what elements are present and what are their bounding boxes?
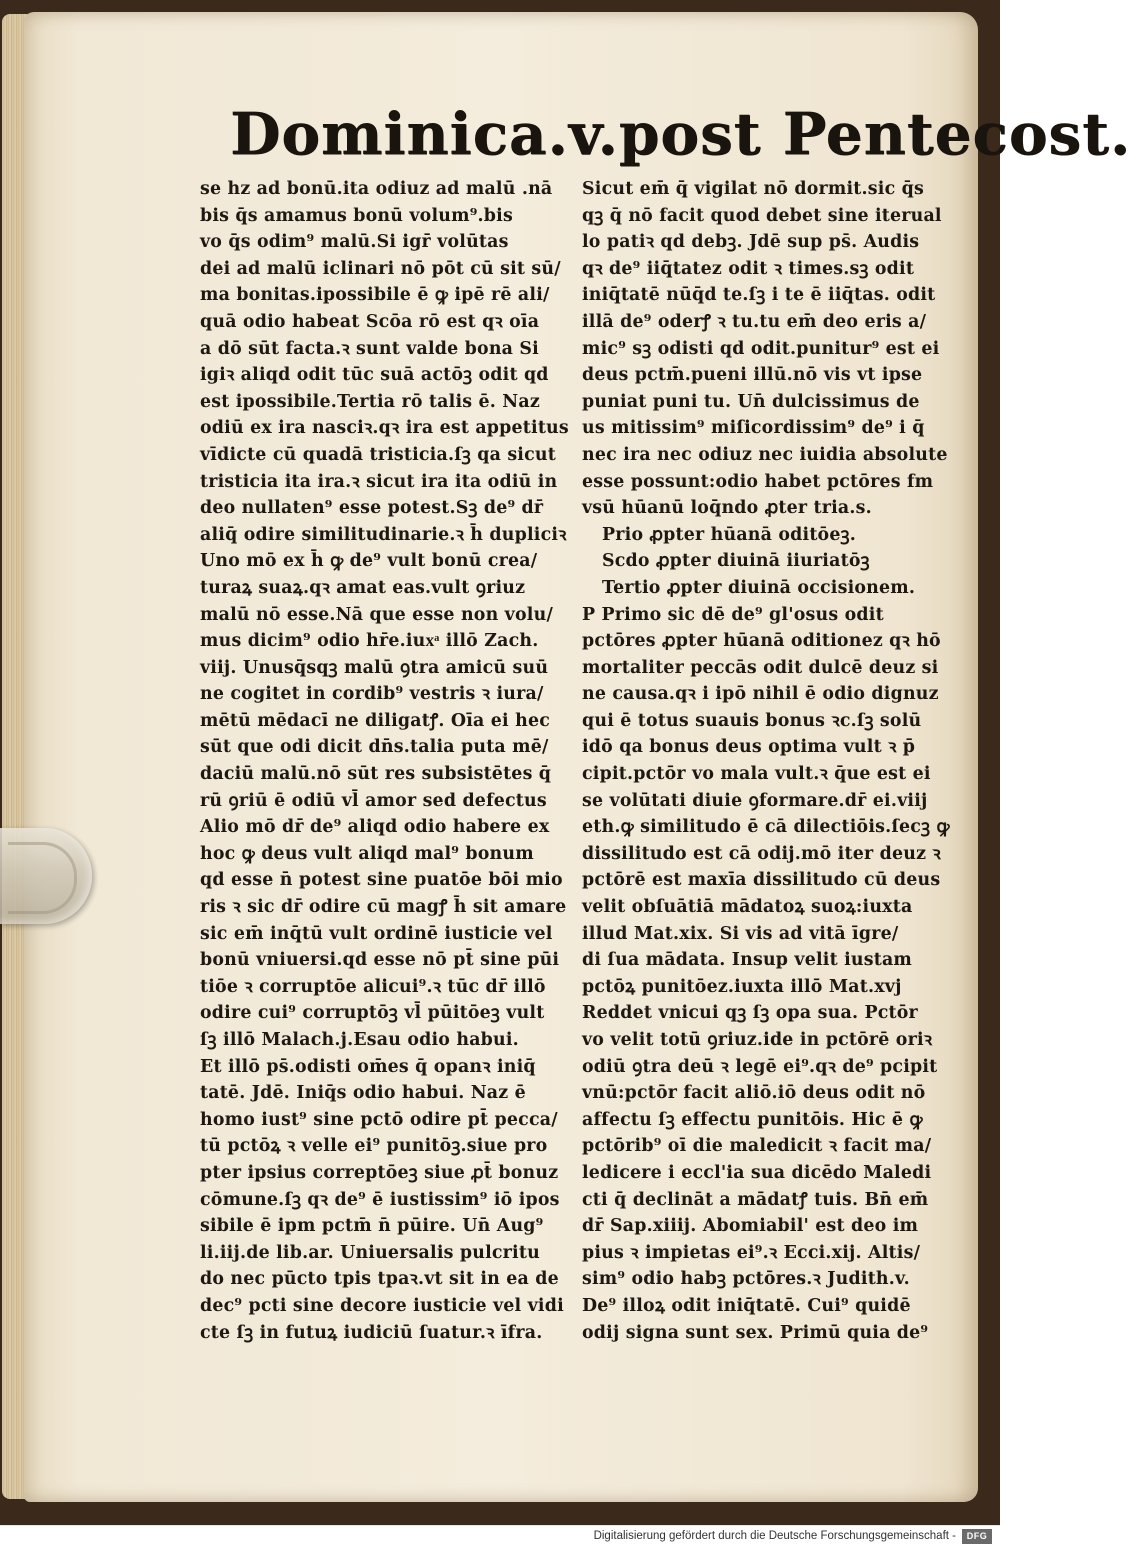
text-line: illā de⁹ oderꝭ ꝛ tu.tu em̄ deo eris a/ xyxy=(582,311,927,332)
text-line: viij. Unusq̄sqꝫ malū ꝯtra amicū suū xyxy=(200,657,549,678)
text-line: se volūtati diuie ꝯformare.dr̄ ei.viij xyxy=(582,790,928,811)
text-line: vo q̄s odim⁹ malū.Si igr̄ volūtas xyxy=(200,232,509,253)
text-line: tū pctōꝝ ꝛ velle ei⁹ punitōꝫ.siue pro xyxy=(200,1136,548,1157)
text-line: ſꝫ illō Malach.j.Esau odio habui. xyxy=(200,1030,519,1050)
text-line: li.iij.de lib.ar. Uniuersalis pulcritu xyxy=(200,1242,540,1263)
text-line: ma bonitas.ipossibile ē ꝙ ipē rē ali/ xyxy=(200,285,550,306)
text-line: pctōrē est maxīa dissilitudo cū deus xyxy=(582,870,941,891)
text-line: qd esse n̄ potest sine puatōe bōi mio xyxy=(200,870,563,891)
text-line: di ſua mādata. Insup velit iustam xyxy=(582,950,913,971)
text-line: Et illō ps̄.odisti om̄es q̄ opanꝛ iniq̄ xyxy=(200,1056,536,1077)
text-line: dissilitudo est cā odij.mō iter deuz ꝛ xyxy=(582,843,941,864)
text-line: ledicere i eccl'ia sua dicēdo Maledi xyxy=(582,1162,932,1183)
text-line: esse possunt:odio habet pctōres fm xyxy=(582,471,934,492)
text-line: est ipossibile.Tertia rō talis ē. Naz xyxy=(200,391,540,412)
footer-bar xyxy=(0,1525,1000,1548)
text-line: pctōres ꝓpter hūanā oditionez qꝛ hō xyxy=(582,631,941,652)
text-line: odij signa sunt sex. Primū quia de⁹ xyxy=(582,1322,929,1343)
text-line: Uno mō ex h̄ ꝙ de⁹ vult bonū crea/ xyxy=(200,551,538,572)
page-headline: Dominica.v.post Pentecost. xyxy=(230,100,1131,168)
text-line: dec⁹ pcti sine decore iusticie vel vidi xyxy=(200,1295,564,1316)
text-line: sibile ē ipm pctm̄ n̄ pūire. Un̄ Aug⁹ xyxy=(200,1216,544,1237)
text-line: iniq̄tatē nūq̄d te.ſꝫ i te ē iiq̄tas. odit xyxy=(582,285,936,306)
text-line: se hz ad bonū.ita odiuz ad malū .nā xyxy=(200,179,553,199)
text-line: velit obſuātiā mādatoꝝ suoꝝ:iuxta xyxy=(582,897,913,918)
text-line: mortaliter peccās odit dulcē deuz si xyxy=(582,657,939,678)
text-line: us mitissim⁹ miſicordissim⁹ de⁹ i q̄ xyxy=(582,418,925,439)
text-line: cte ſꝫ in futuꝝ iudiciū ſuatur.ꝛ īfra. xyxy=(200,1322,543,1343)
text-line: ne cogitet in cordib⁹ vestris ꝛ iura/ xyxy=(200,684,544,705)
text-line: odire cui⁹ corruptōꝫ vl̄ pūitōeꝫ vult xyxy=(200,1003,545,1024)
text-line: tatē. Jdē. Iniq̄s odio habui. Naz ē xyxy=(200,1083,526,1104)
text-line: cipit.pctōr vo mala vult.ꝛ q̄ue est ei xyxy=(582,764,931,785)
funding-credit: Digitalisierung gefördert durch die Deutsche Forschungsgemeinschaft - xyxy=(593,1530,956,1542)
text-line: mētū mēdacī ne diligatꝭ. Oīa ei hec xyxy=(200,710,550,731)
text-line: vsū hūanū loq̄ndo ꝓter tria.s. xyxy=(582,498,872,519)
text-line: sim⁹ odio habꝫ pctōres.ꝛ Judith.v. xyxy=(582,1269,910,1290)
text-line: vnū:pctōr facit aliō.iō deus odit nō xyxy=(582,1083,926,1104)
dfg-logo: DFG xyxy=(962,1529,992,1544)
text-line: sic em̄ inq̄tū vult ordinē iusticie vel xyxy=(200,923,553,944)
text-line: idō qa bonus deus optima vult ꝛ p̄ xyxy=(582,737,916,758)
page-clip xyxy=(0,828,92,924)
text-line: tiōe ꝛ corruptōe alicui⁹.ꝛ tūc dr̄ illō xyxy=(200,976,546,997)
text-line: ris ꝛ sic dr̄ odire cū magꝭ h̄ sit amare xyxy=(200,897,567,918)
text-line: homo iust⁹ sine pctō odire pt̄ pecca/ xyxy=(200,1109,558,1130)
text-line: illud Mat.xix. Si vis ad vitā īgre/ xyxy=(582,923,899,944)
text-line: eth.ꝙ similitudo ē cā dilectiōis.ſecꝫ ꝙ xyxy=(582,817,950,838)
text-line: igiꝛ aliqd odit tūc suā actōꝫ odit qd xyxy=(200,365,549,386)
text-line: qꝛ de⁹ iiq̄tatez odit ꝛ times.sꝫ odit xyxy=(582,258,915,279)
text-line: cōmune.ſꝫ qꝛ de⁹ ē iustissim⁹ iō ipos xyxy=(200,1189,560,1210)
text-line: deus pctm̄.pueni illū.nō vis vt ipse xyxy=(582,365,923,386)
text-line: a dō sūt facta.ꝛ sunt valde bona Si xyxy=(200,338,539,359)
text-line: dei ad malū iclinari nō pōt cū sit sū/ xyxy=(200,258,561,279)
text-line: pius ꝛ impietas ei⁹.ꝛ Ecci.xij. Altis/ xyxy=(582,1242,921,1263)
text-line: bonū vniuersi.qd esse nō pt̄ sine pūi xyxy=(200,950,560,971)
text-column-left xyxy=(200,176,582,1346)
text-line: qui ē totus suauis bonus ꝛc.ſꝫ solū xyxy=(582,710,922,731)
text-line: hoc ꝙ deus vult aliqd mal⁹ bonum xyxy=(200,843,534,864)
text-line: cti q̄ declināt a mādatꝭ tuis. Bn̄ em̄ xyxy=(582,1189,929,1210)
text-line: daciū malū.nō sūt res subsistētes q̄ xyxy=(200,764,552,785)
text-line: P Primo sic dē de⁹ gl'osus odit xyxy=(582,604,884,625)
text-line: odiū ex ira nasciꝛ.qꝛ ira est appetitus xyxy=(200,418,569,439)
text-line: do nec pūcto tpis tpaꝛ.vt sit in ea de xyxy=(200,1269,559,1290)
text-line: Tertio ꝓpter diuinā occisionem. xyxy=(602,577,916,598)
text-line: turaꝝ suaꝝ.qꝛ amat eas.vult ꝯriuz xyxy=(200,577,526,598)
text-line: deo nullaten⁹ esse potest.Sꝫ de⁹ dr̄ xyxy=(200,498,544,519)
text-line: pter ipsius correptōeꝫ siue ꝓt̄ bonuz xyxy=(200,1162,559,1183)
text-line: qꝫ q̄ nō facit quod debet sine iterual xyxy=(582,205,942,226)
text-line: dr̄ Sap.xiiij. Abomiabil' est deo im xyxy=(582,1216,919,1237)
text-line: ne causa.qꝛ i ipō nihil ē odio dignuz xyxy=(582,684,939,705)
text-line: sūt que odi dicit dn̄s.talia puta mē/ xyxy=(200,737,549,758)
text-line: Reddet vnicui qꝫ ſꝫ opa sua. Pctōr xyxy=(582,1003,918,1024)
text-line: Alio mō dr̄ de⁹ aliqd odio habere ex xyxy=(200,817,550,838)
text-line: aliq̄ odire similitudinarie.ꝛ h̄ dupliciꝛ xyxy=(200,524,567,545)
text-line: bis q̄s amamus bonū volum⁹.bis xyxy=(200,205,513,226)
text-line: Sicut em̄ q̄ vigilat nō dormit.sic q̄s xyxy=(582,179,924,199)
text-line: Scdo ꝓpter diuinā iiuriatōꝫ xyxy=(602,551,870,572)
text-line: quā odio habeat Scōa rō est qꝛ oīa xyxy=(200,311,540,332)
text-line: affectu ſꝫ effectu punitōis. Hic ē ꝙ xyxy=(582,1109,923,1130)
text-line: tristicia ita ira.ꝛ sicut ira ita odiū in xyxy=(200,471,558,492)
text-column-right xyxy=(582,176,954,1346)
text-line: odiū ꝯtra deū ꝛ legē ei⁹.qꝛ de⁹ pcipit xyxy=(582,1056,938,1077)
text-line: mus dicim⁹ odio hr̄e.iuxͣ illō Zach. xyxy=(200,631,539,652)
text-line: rū ꝯriū ē odiū vl̄ amor sed defectus xyxy=(200,790,547,811)
text-line: vo velit totū ꝯriuz.ide in pctōrē oriꝛ xyxy=(582,1030,933,1050)
text-line: puniat puni tu. Un̄ dulcissimus de xyxy=(582,391,920,412)
text-line: pctōrib⁹ oī die maledicit ꝛ facit ma/ xyxy=(582,1136,932,1157)
text-line: malū nō esse.Nā que esse non volu/ xyxy=(200,604,553,625)
text-line: vīdicte cū quadā tristicia.ſꝫ qa sicut xyxy=(200,444,556,465)
text-line: pctōꝝ punitōez.iuxta illō Mat.xvj xyxy=(582,976,902,997)
text-line: nec ira nec odiuz nec iuidia absolute xyxy=(582,444,948,465)
text-line: De⁹ illoꝝ odit iniq̄tatē. Cui⁹ quidē xyxy=(582,1295,911,1316)
text-line: mic⁹ sꝫ odisti qd odit.punitur⁹ est ei xyxy=(582,338,940,359)
text-line: lo patiꝛ qd debꝫ. Jdē sup ps̄. Audis xyxy=(582,232,920,253)
text-line: Prio ꝓpter hūanā oditōeꝫ. xyxy=(602,524,856,545)
